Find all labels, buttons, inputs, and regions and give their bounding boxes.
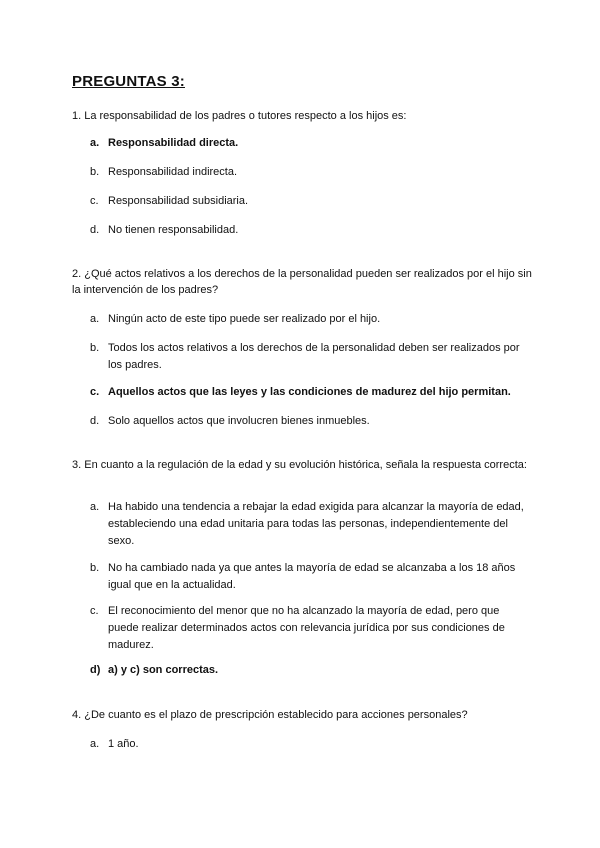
option-letter: d. (90, 224, 100, 236)
option-text: a) y c) son correctas. (108, 664, 219, 676)
option-letter: b. (90, 562, 100, 574)
question-3-option-d (90, 662, 530, 679)
option-text: Ha habido una tendencia a rebajar la edad exigida para alcanzar la mayoría de edad, estableciendo una edad unitaria para todas las personas, independientemente del sexo. (108, 501, 524, 547)
option-text: El reconocimiento del menor que no ha alcanzado la mayoría de edad, pero que puede realizar determinados actos con relevancia jurídica por sus condiciones de madurez. (108, 605, 505, 651)
option-letter: a. (90, 501, 100, 513)
question-1-option-a (90, 135, 530, 152)
question-2-option-a (90, 311, 530, 328)
option-text: Responsabilidad indirecta. (108, 166, 238, 178)
question-3: 3. En cuanto a la regulación de la edad y su evolución histórica, señala la respuesta correcta: (72, 459, 527, 471)
question-2-option-b (90, 340, 530, 374)
option-letter: a. (90, 313, 100, 325)
question-1-option-d (90, 222, 530, 239)
option-text: No ha cambiado nada ya que antes la mayoría de edad se alcanzaba a los 18 años igual que en la actualidad. (108, 562, 516, 591)
question-4: 4. ¿De cuanto es el plazo de prescripción establecido para acciones personales? (72, 709, 468, 721)
option-letter: a. (90, 738, 100, 750)
question-2-option-c (90, 384, 530, 401)
option-letter: d. (90, 415, 100, 427)
option-text: Solo aquellos actos que involucren bienes inmuebles. (108, 415, 370, 427)
page-title: PREGUNTAS 3: (72, 73, 185, 90)
question-2: 2. ¿Qué actos relativos a los derechos de la personalidad pueden ser realizados por el hijo sin la intervención de los padres? (72, 268, 532, 296)
option-text: Ningún acto de este tipo puede ser realizado por el hijo. (108, 313, 381, 325)
option-letter: b. (90, 166, 100, 178)
option-text: Todos los actos relativos a los derechos de la personalidad deben ser realizados por los padres. (108, 342, 520, 371)
question-1: 1. La responsabilidad de los padres o tutores respecto a los hijos es: (72, 110, 407, 122)
question-1-option-b (90, 164, 530, 181)
question-3-option-c (90, 603, 530, 654)
question-4-option-a (90, 736, 530, 753)
option-letter: a. (90, 137, 100, 149)
option-text: Aquellos actos que las leyes y las condiciones de madurez del hijo permitan. (108, 386, 511, 398)
option-text: Responsabilidad subsidiaria. (108, 195, 249, 207)
option-letter: c. (90, 195, 99, 207)
question-3-option-a (90, 499, 530, 550)
question-2-option-d (90, 413, 530, 430)
question-3-option-b (90, 560, 530, 594)
option-letter: b. (90, 342, 100, 354)
option-text: No tienen responsabilidad. (108, 224, 239, 236)
option-letter: c. (90, 605, 99, 617)
option-text: 1 año. (108, 738, 139, 750)
option-text: Responsabilidad directa. (108, 137, 239, 149)
option-letter: c. (90, 386, 100, 398)
option-letter: d) (90, 664, 101, 676)
question-1-option-c (90, 193, 530, 210)
